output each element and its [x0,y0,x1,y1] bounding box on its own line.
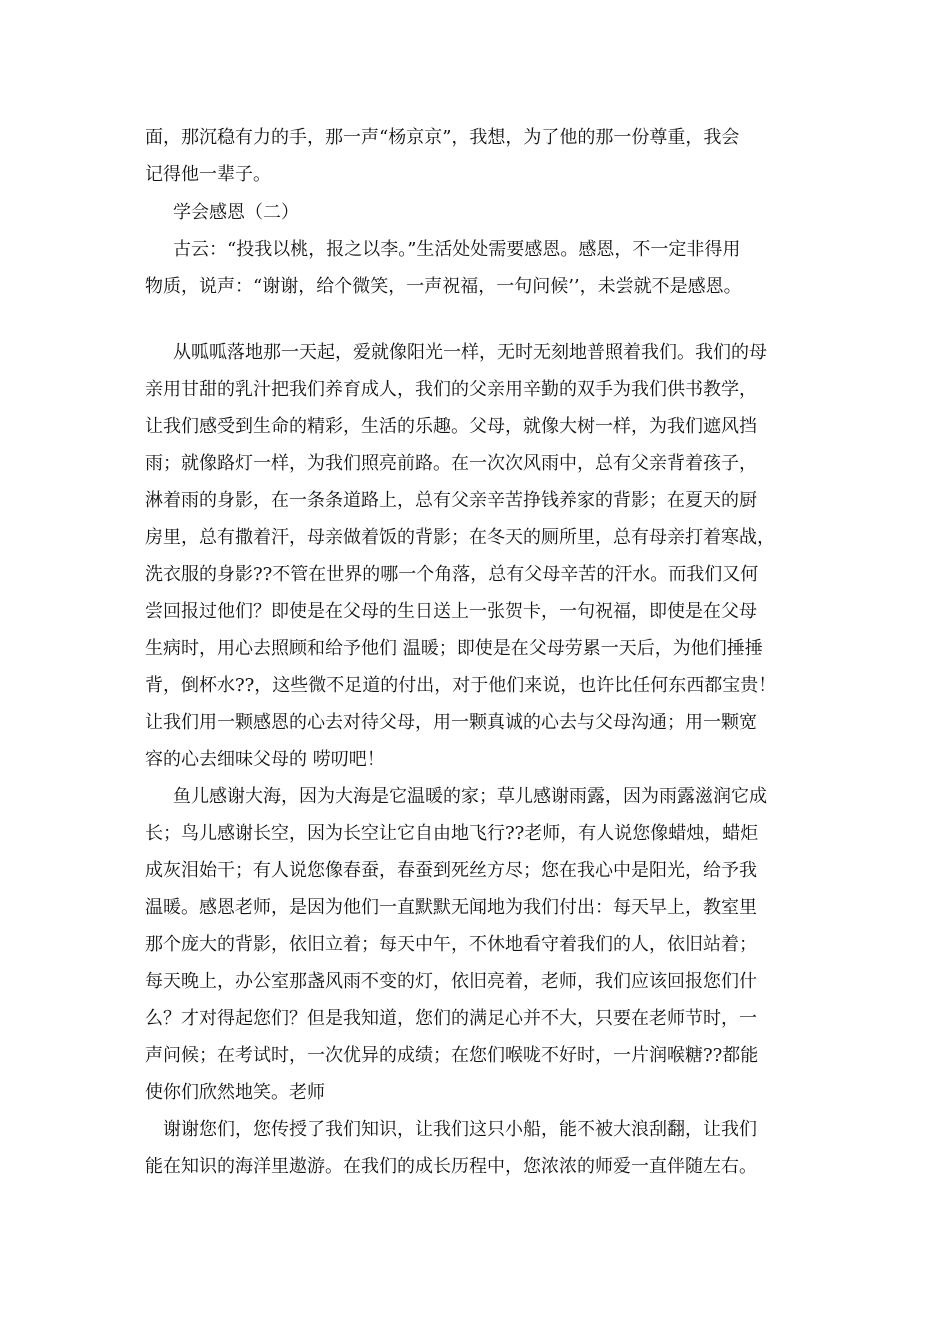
text-line: 每天晚上，办公室那盏风雨不变的灯，依旧亮着，老师，我们应该回报您们什 [145,971,757,992]
text-line: 使你们欣然地笑。老师 [145,1082,325,1103]
text-line: 背，倒杯水??，这些微不足道的付出，对于他们来说，也许比任何东西都宝贵！ [145,675,777,696]
text-line: 那个庞大的背影，依旧立着；每天中午，不休地看守着我们的人，依旧站着； [145,934,757,955]
text-line: 么？才对得起您们？但是我知道，您们的满足心并不大，只要在老师节时，一 [145,1008,757,1029]
text-line: 容的心去细味父母的 唠叨吧！ [145,749,385,770]
text-line: 长；鸟儿感谢长空，因为长空让它自由地飞行??老师，有人说您像蜡烛，蜡炬 [145,823,759,844]
text-line: 让我们感受到生命的精彩，生活的乐趣。父母，就像大树一样，为我们遮风挡 [145,416,757,437]
text-line: 让我们用一颗感恩的心去对待父母，用一颗真诚的心去与父母沟通；用一颗宽 [145,712,757,733]
text-line: 谢谢您们，您传授了我们知识，让我们这只小船，能不被大浪刮翻，让我们 [163,1119,757,1140]
text-line: 亲用甘甜的乳汁把我们养育成人，我们的父亲用辛勤的双手为我们供书教学， [145,379,757,400]
text-line: 从呱呱落地那一天起，爱就像阳光一样，无时无刻地普照着我们。我们的母 [173,342,767,363]
text-line: 物质，说声：“谢谢，给个微笑，一声祝福，一句问候’’，未尝就不是感恩。 [145,276,742,297]
text-line: 声问候；在考试时，一次优异的成绩；在您们喉咙不好时，一片润喉糖??都能 [145,1045,759,1066]
text-line: 能在知识的海洋里遨游。在我们的成长历程中，您浓浓的师爱一直伴随左右。 [145,1156,757,1177]
text-line: 淋着雨的身影，在一条条道路上，总有父亲辛苦挣钱养家的背影；在夏天的厨 [145,490,757,511]
text-line: 成灰泪始干；有人说您像春蚕，春蚕到死丝方尽；您在我心中是阳光，给予我 [145,860,757,881]
text-line: 面，那沉稳有力的手，那一声“杨京京”，我想，为了他的那一份尊重，我会 [145,127,740,148]
text-line: 鱼儿感谢大海，因为大海是它温暖的家；草儿感谢雨露，因为雨露滋润它成 [173,786,767,807]
text-line: 古云：“投我以桃，报之以李。”生活处处需要感恩。感恩，不一定非得用 [173,239,741,260]
text-line: 记得他一辈子。 [145,164,271,185]
section-heading: 学会感恩（二） [173,202,299,223]
text-line: 生病时，用心去照顾和给予他们 温暖；即使是在父母劳累一天后，为他们捶捶 [145,638,763,659]
text-line: 尝回报过他们？即使是在父母的生日送上一张贺卡，一句祝福，即使是在父母 [145,601,757,622]
text-line: 房里，总有撒着汗，母亲做着饭的背影；在冬天的厕所里，总有母亲打着寒战， [145,527,775,548]
text-line: 洗衣服的身影??不管在世界的哪一个角落，总有父母辛苦的汗水。而我们又何 [145,564,759,585]
text-line: 雨；就像路灯一样，为我们照亮前路。在一次次风雨中，总有父亲背着孩子， [145,453,757,474]
text-line: 温暖。感恩老师，是因为他们一直默默无闻地为我们付出：每天早上，教室里 [145,897,757,918]
